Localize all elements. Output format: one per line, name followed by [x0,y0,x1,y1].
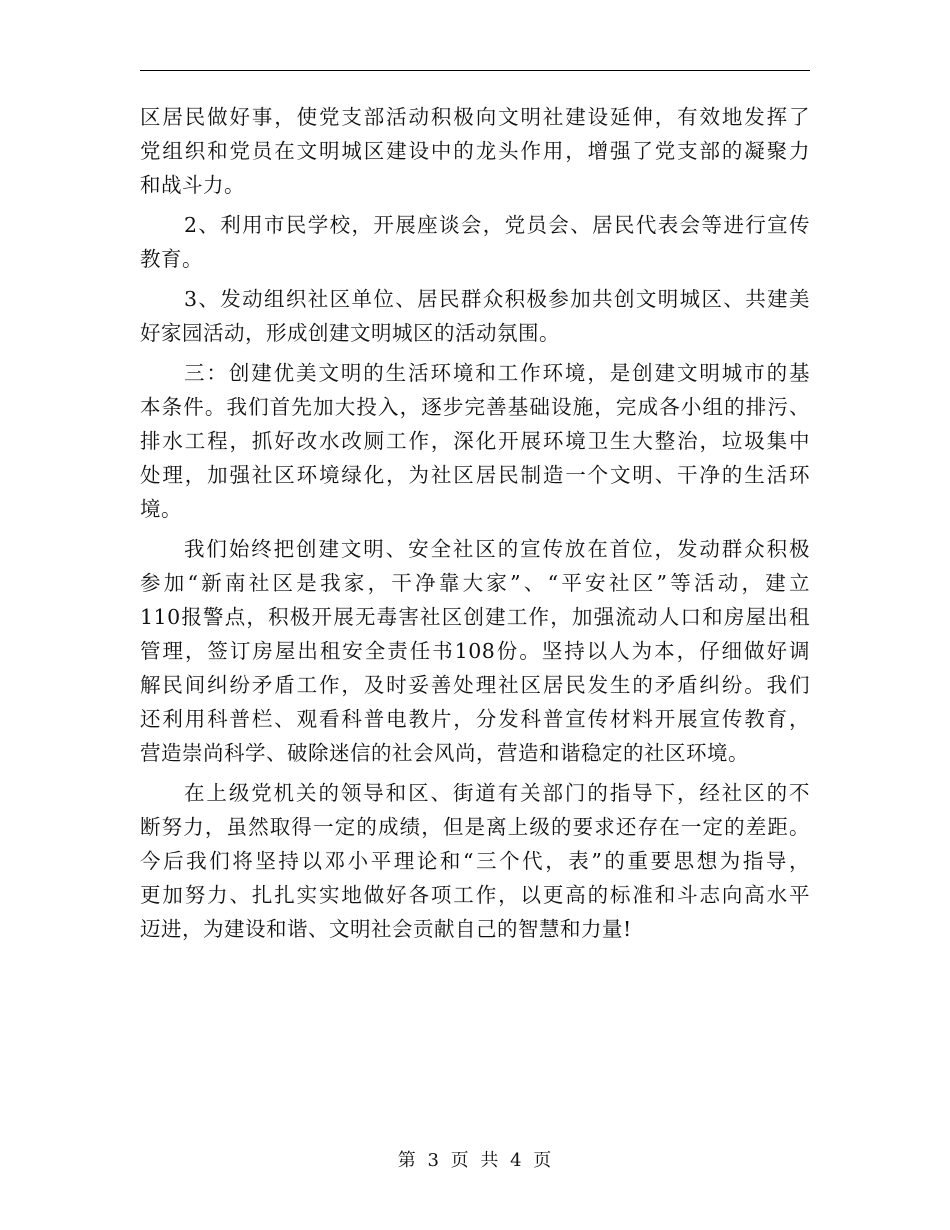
paragraph-line: 三：创建优美文明的生活环境和工作环境，是创建文明城市的基 [184,361,810,385]
header-rule [140,70,810,71]
page-number-footer: 第 3 页 共 4 页 [397,1150,553,1171]
paragraph-line: 好家园活动，形成创建文明城区的活动氛围。 [140,321,560,345]
paragraph-line: 3、发动组织社区单位、居民群众积极参加共创文明城区、共建美 [184,287,810,311]
paragraph-line: 在上级党机关的领导和区、街道有关部门的指导下，经社区的不 [184,781,810,805]
paragraph-line: 110报警点，积极开展无毒害社区创建工作，加强流动人口和房屋出租 [140,605,810,629]
paragraph-line: 营造崇尚科学、破除迷信的社会风尚，营造和谐稳定的社区环境。 [140,741,749,765]
paragraph-line: 本条件。我们首先加大投入，逐步完善基础设施，完成各小组的排污、 [140,395,810,419]
paragraph-line: 和战斗力。 [140,173,245,197]
paragraph-line: 管理，签订房屋出租安全责任书108份。坚持以人为本，仔细做好调 [140,639,810,663]
paragraph-line: 还利用科普栏、观看科普电教片，分发科普宣传材料开展宣传教育， [140,707,810,731]
paragraph-line: 区居民做好事，使党支部活动积极向文明社建设延伸，有效地发挥了 [140,105,810,129]
paragraph-line: 更加努力、扎扎实实地做好各项工作，以更高的标准和斗志向高水平 [140,883,810,907]
paragraph-line: 排水工程，抓好改水改厕工作，深化开展环境卫生大整治，垃圾集中 [140,429,810,453]
paragraph-line: 2、利用市民学校，开展座谈会，党员会、居民代表会等进行宣传 [184,213,810,237]
paragraph-line: 境。 [140,497,182,521]
paragraph-line: 今后我们将坚持以邓小平理论和“三个代，表”的重要思想为指导， [140,849,810,873]
paragraph-line: 教育。 [140,247,203,271]
paragraph-line: 我们始终把创建文明、安全社区的宣传放在首位，发动群众积极 [184,537,810,561]
paragraph-line: 断努力，虽然取得一定的成绩，但是离上级的要求还存在一定的差距。 [140,815,810,839]
paragraph-line: 党组织和党员在文明城区建设中的龙头作用，增强了党支部的凝聚力 [140,139,810,163]
document-body [140,100,810,952]
paragraph-line: 处理，加强社区环境绿化，为社区居民制造一个文明、干净的生活环 [140,463,810,487]
paragraph-line: 参加“新南社区是我家，干净靠大家”、“平安社区”等活动，建立 [140,571,810,595]
paragraph-line: 迈进，为建设和谐、文明社会贡献自己的智慧和力量! [140,917,632,941]
paragraph-line: 解民间纠纷矛盾工作，及时妥善处理社区居民发生的矛盾纠纷。我们 [140,673,810,697]
